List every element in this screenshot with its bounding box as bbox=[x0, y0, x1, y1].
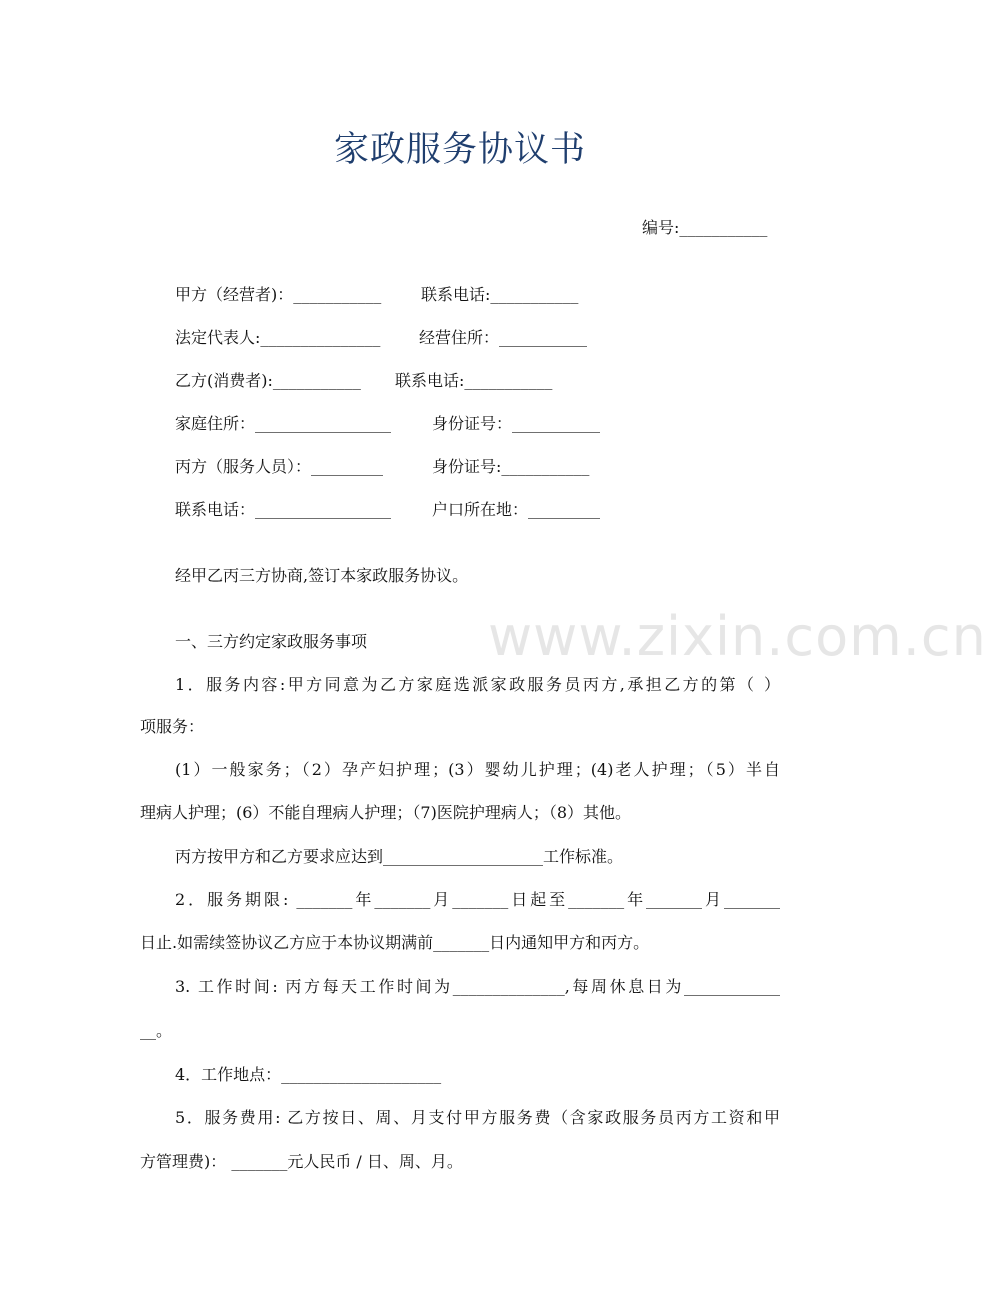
item-1-standard: 丙方按甲方和乙方要求应达到____________________工作标准。 bbox=[175, 847, 624, 866]
party-b-id: 身份证号：___________ bbox=[432, 414, 601, 433]
party-a-phone: 联系电话:___________ bbox=[421, 285, 579, 304]
item-5-fees: 5．服务费用: 乙方按日、周、月支付甲方服务费（含家政服务员丙方工资和甲 bbox=[175, 1108, 780, 1127]
party-c-left: 丙方（服务人员）：_________ bbox=[175, 457, 384, 476]
home-address: 家庭住所：_________________ bbox=[175, 414, 392, 433]
contract-number: 编号:___________ bbox=[642, 218, 768, 237]
item-1-content: 1．服务内容:甲方同意为乙方家庭选派家政服务员丙方,承担乙方的第（ ） bbox=[175, 675, 780, 694]
party-c-hukou: 户口所在地：_________ bbox=[432, 500, 601, 519]
item-1-options: (1）一般家务；（2）孕产妇护理；(3）婴幼儿护理；(4)老人护理；（5）半自 bbox=[175, 760, 780, 779]
item-1-options-continued: 理病人护理；(6）不能自理病人护理；（7)医院护理病人；（8）其他。 bbox=[140, 803, 632, 822]
watermark: www.zixin.com.cn bbox=[488, 605, 987, 668]
item-2-continued: 日止.如需续签协议乙方应于本协议期满前_______日内通知甲方和丙方。 bbox=[140, 933, 650, 952]
item-2-term: 2．服务期限: _______年_______月_______日起至_______年_______月_______ bbox=[175, 890, 780, 909]
legal-rep: 法定代表人:_______________ bbox=[175, 328, 381, 347]
party-c-phone: 联系电话：_________________ bbox=[175, 500, 392, 519]
item-3-continued: __。 bbox=[140, 1021, 173, 1040]
intro-text: 经甲乙丙三方协商,签订本家政服务协议。 bbox=[175, 566, 469, 585]
business-address: 经营住所：___________ bbox=[419, 328, 588, 347]
party-b-left: 乙方(消费者):___________ bbox=[175, 371, 361, 390]
document-title: 家政服务协议书 bbox=[333, 130, 586, 170]
item-3-hours: 3. 工作时间: 丙方每天工作时间为______________,每周休息日为____________ bbox=[175, 977, 780, 996]
party-b-phone: 联系电话:___________ bbox=[395, 371, 553, 390]
item-1-continued: 项服务： bbox=[140, 717, 205, 736]
party-c-id: 身份证号:___________ bbox=[432, 457, 590, 476]
item-4-location: 4．工作地点：____________________ bbox=[175, 1065, 442, 1084]
item-5-continued: 方管理费)： _______元人民币 / 日、周、月。 bbox=[140, 1152, 463, 1171]
section-1-heading: 一、三方约定家政服务事项 bbox=[175, 632, 368, 651]
party-a-left: 甲方（经营者)：___________ bbox=[175, 285, 382, 304]
